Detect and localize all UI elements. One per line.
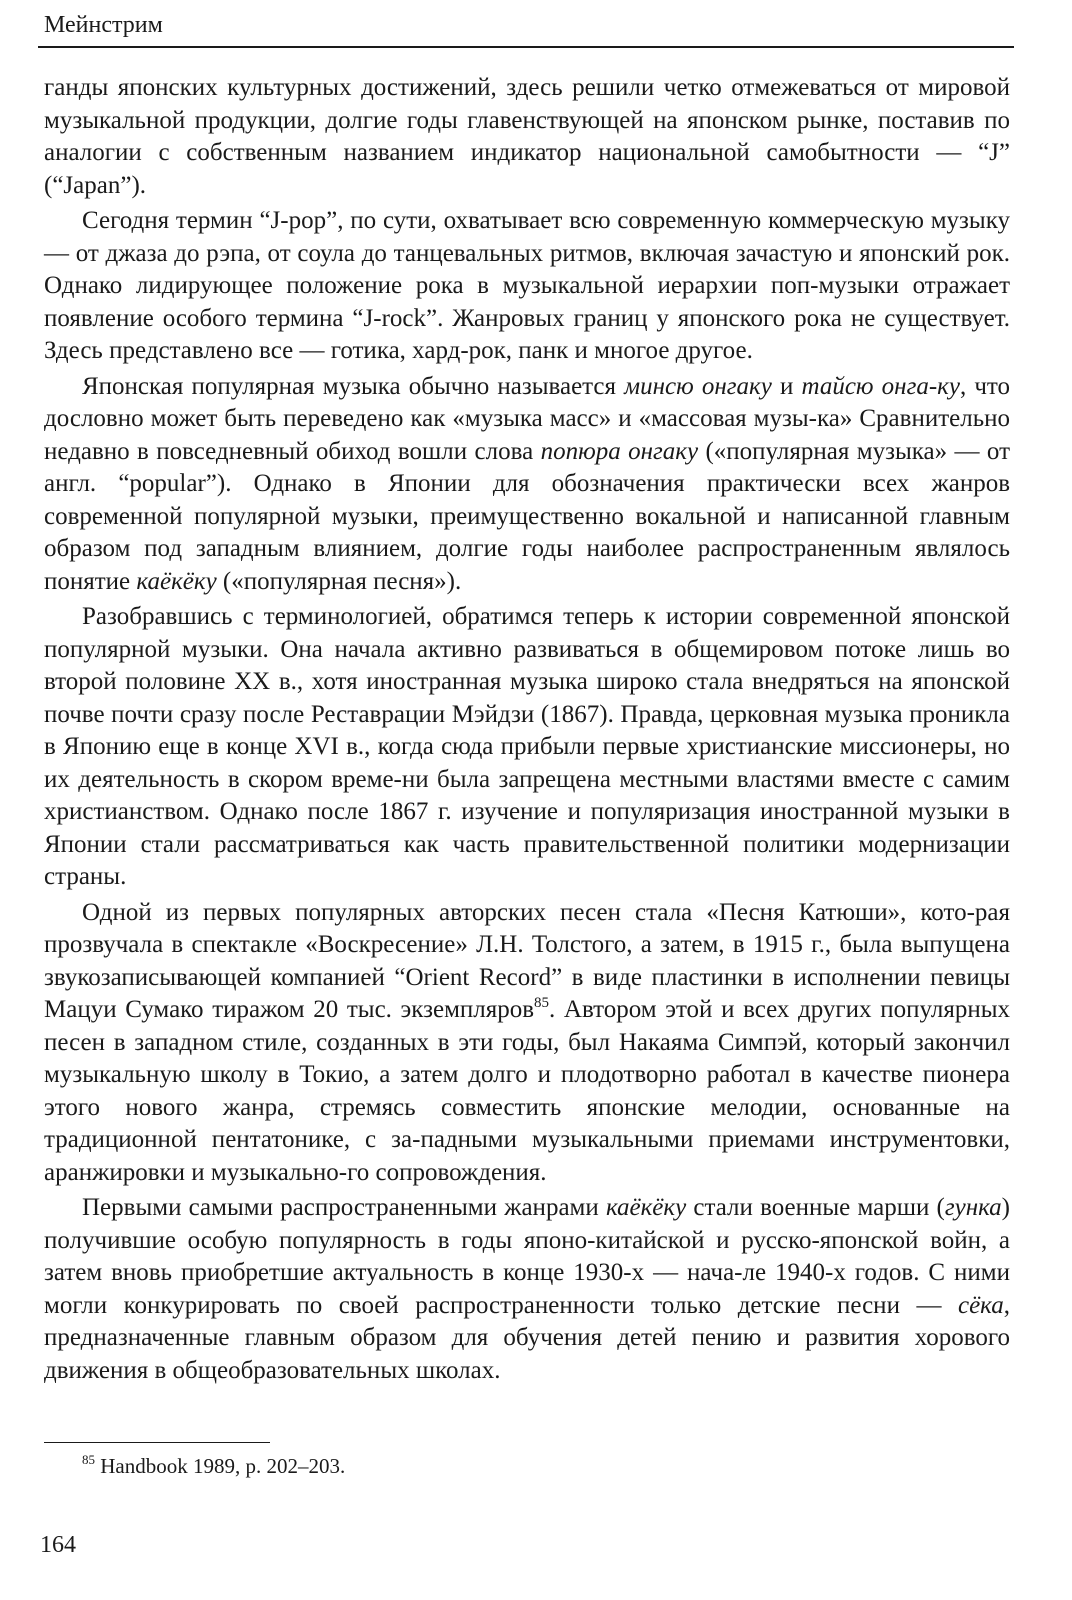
body-text (44, 72, 1010, 1390)
paragraph (44, 1192, 1010, 1387)
text-run: («популярная песня»). (216, 567, 462, 595)
text-run: и (771, 372, 802, 400)
italic-term: сёка (957, 1291, 1004, 1319)
text-run: Разобравшись с терминологией, обратимся теперь к истории современной японской популярной музыки. Она начала активно развиваться в общемировом потоке лишь во второй половине XX в., хотя иностранная музыка широко стала внедряться на японской почве почти сразу после Реставрации Мэйдзи (1867). Правда, церковная музыка проникла в Японию еще в конце XVI в., когда сюда прибыли первые христианские миссионеры, но их деятельность в скором време-ни была запрещена местными властями вместе с самим христианством. Однако после 1867 г. изучение и популяризация иностранной музыки в Японии стали рассматриваться как часть правительственной политики модернизации страны. (44, 603, 1010, 890)
text-run: Сегодня термин “J-pop”, по сути, охватывает всю современную коммерческую музыку — от джаза до рэпа, от соула до танцевальных ритмов, включая зачастую и японский рок. Однако лидирующее положение рока в музыкальной иерархии поп-музыки отражает появление особого термина “J-rock”. Жанровых границ у японского рока не существует. Здесь представлено все — готика, хард-рок, панк и многое другое. (44, 207, 1010, 364)
italic-term: гунка (944, 1194, 1002, 1221)
italic-term: минсю онгаку (624, 372, 772, 400)
paragraph (44, 601, 1010, 894)
footnote-text: Handbook 1989, p. 202–203. (95, 1454, 346, 1478)
footnote-85 (82, 1452, 345, 1480)
italic-term: попюра онгаку (540, 437, 699, 465)
header-rule (38, 46, 1014, 48)
paragraph (44, 205, 1010, 368)
text-run: стали военные марши ( (686, 1194, 945, 1221)
text-run: , предназначенные главным образом для обучения детей пению и развития хорового движения в общеобразовательных школах. (44, 1291, 1010, 1384)
text-run: , что дословно может быть переведено как «музыка масс» и «массовая музы-ка» Сравнительно недавно в повседневный обиход вошли слова (44, 372, 1011, 465)
italic-term: тайсю онга-ку (801, 372, 960, 400)
text-run: ганды японских культурных достижений, здесь решили четко отмежеваться от мировой музыкальной продукции, долгие годы главенствующей на японском рынке, поставив по аналогии с собственным названием индикатор национальной самобытности — “J” (“Japan”). (44, 74, 1010, 199)
text-run: Первыми самыми распространенными жанрами (82, 1194, 606, 1221)
italic-term: каёкёку (136, 567, 217, 595)
text-run: («популярная музыка» — от англ. “popular”). Однако в Японии для обозначения практически всех жанров современной популярной музыки, преимущественно вокальной и написанной главным образом под западным влиянием, долгие годы наиболее распространенным являлось понятие (44, 437, 1010, 595)
paragraph (44, 72, 1010, 202)
footnote-marker: 85 (82, 1452, 95, 1467)
text-run: ) получившие особую популярность в годы японо-китайской и русско-японской войн, а затем вновь приобретшие актуальность в конце 1930-х — нача-ле 1940-х годов. С ними могли конкурировать по своей распространенности только детские песни — (44, 1194, 1010, 1319)
italic-term: каёкёку (605, 1194, 687, 1221)
running-head: Мейнстрим (44, 12, 163, 38)
page-number: 164 (40, 1532, 76, 1558)
paragraph (44, 897, 1010, 1190)
paragraph (44, 371, 1010, 599)
text-run: . Автором этой и всех других популярных песен в западном стиле, созданных в эти годы, был Накаяма Симпэй, который закончил музыкальную школу в Токио, а затем долго и плодотворно работал в качестве пионера этого нового жанра, стремясь совместить японские мелодии, основанные на традиционной пентатонике, с за-падными музыкальными приемами инструментовки, аранжировки и музыкально-го сопровождения. (44, 996, 1010, 1186)
footnote-ref: 85 (534, 995, 550, 1011)
footnote-rule (44, 1442, 270, 1443)
text-run: Одной из первых популярных авторских песен стала «Песня Катюши», кото-рая прозвучала в спектакле «Воскресение» Л.Н. Толстого, а затем, в 1915 г., была выпущена звукозаписывающей компанией “Orient Record” в виде пластинки в исполнении певицы Мацуи Сумако тиражом 20 тыс. экземпляров (44, 898, 1010, 1023)
text-run: Японская популярная музыка обычно называется (82, 372, 625, 400)
